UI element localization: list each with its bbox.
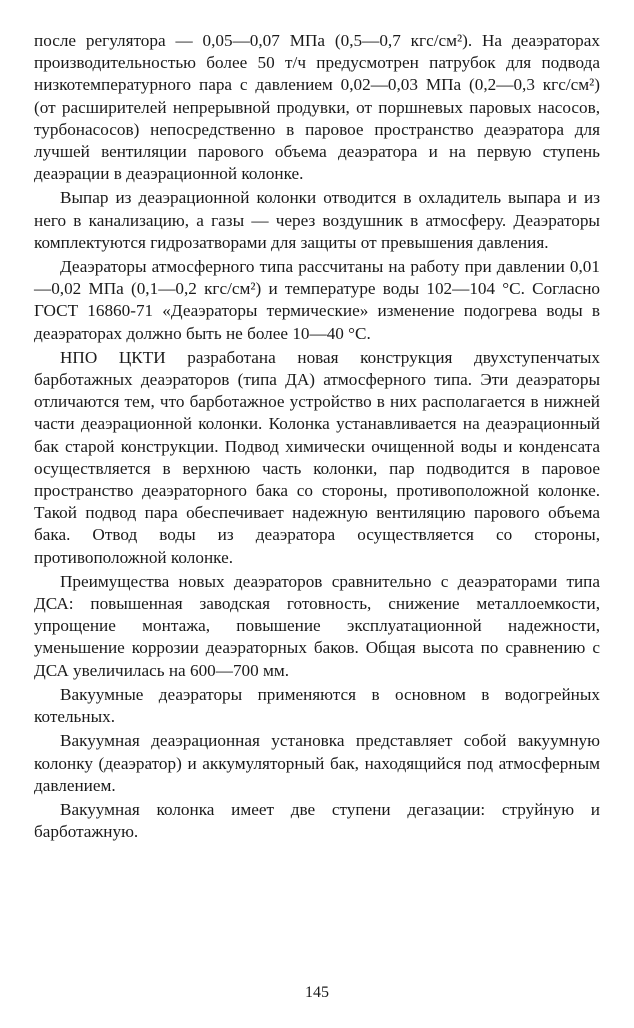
paragraph-advantages: Преимущества новых деаэраторов сравнительно с деаэраторами типа ДСА: повышенная заводская готовность, снижение металлоемкости, упрощение монтажа, повышение эксплуатационной надежности, уменьшение коррозии деаэраторных баков. Общая высота по сравнению с ДСА увеличилась на 600—700 мм. [34, 571, 600, 680]
paragraph-atmospheric-deaerators: Деаэраторы атмосферного типа рассчитаны на работу при давлении 0,01—0,02 МПа (0,1—0,2 кгс/см²) и температуре воды 102—104 °С. Согласно ГОСТ 16860-71 «Деаэраторы термические» изменение подогрева воды в деаэраторах должно быть не более 10—40 °С. [34, 257, 600, 343]
paragraph-vacuum-installation: Вакуумная деаэрационная установка представляет собой вакуумную колонку (деаэратор) и аккумуляторный бак, находящийся под атмосферным давлением. [34, 731, 600, 795]
page-text-body [34, 30, 600, 843]
paragraph-vacuum-deaerators: Вакуумные деаэраторы применяются в основном в водогрейных котельных. [34, 684, 600, 727]
paragraph-vacuum-column: Вакуумная колонка имеет две ступени дегазации: струйную и барботажную. [34, 799, 600, 842]
paragraph-ckti-design: НПО ЦКТИ разработана новая конструкция двухступенчатых барботажных деаэраторов (типа ДА) атмосферного типа. Эти деаэраторы отличаются тем, что барботажное устройство в них располагается в нижней части деаэрационной колонки. Колонка устанавливается на деаэрационный бак старой конструкции. Подвод химически очищенной воды и конденсата осуществляется в верхнюю часть колонки, пар подводится в паровое пространство деаэраторного бака со стороны, противоположной колонке. Такой подвод пара обеспечивает надежную вентиляцию парового объема бака. Отвод воды из деаэратора осуществляется со стороны, противоположной колонке. [34, 347, 600, 567]
page-number: 145 [305, 984, 329, 1001]
paragraph-vapor-exhaust: Выпар из деаэрационной колонки отводится в охладитель выпара и из него в канализацию, а газы — через воздушник в атмосферу. Деаэраторы комплектуются гидрозатворами для защиты от превышения давления. [34, 188, 600, 252]
paragraph-deaerator-low-pressure-steam: после регулятора — 0,05—0,07 МПа (0,5—0,7 кгс/см²). На деаэраторах производительностью более 50 т/ч предусмотрен патрубок для подвода низкотемпературного пара с давлением 0,02—0,03 МПа (0,2—0,3 кгс/см²) (от расширителей непрерывной продувки, от поршневых паровых насосов, турбонасосов) непосредственно в паровое пространство деаэратора для лучшей вентиляции парового объема деаэратора и на первую ступень деаэрации в деаэрационной колонке. [34, 31, 600, 184]
